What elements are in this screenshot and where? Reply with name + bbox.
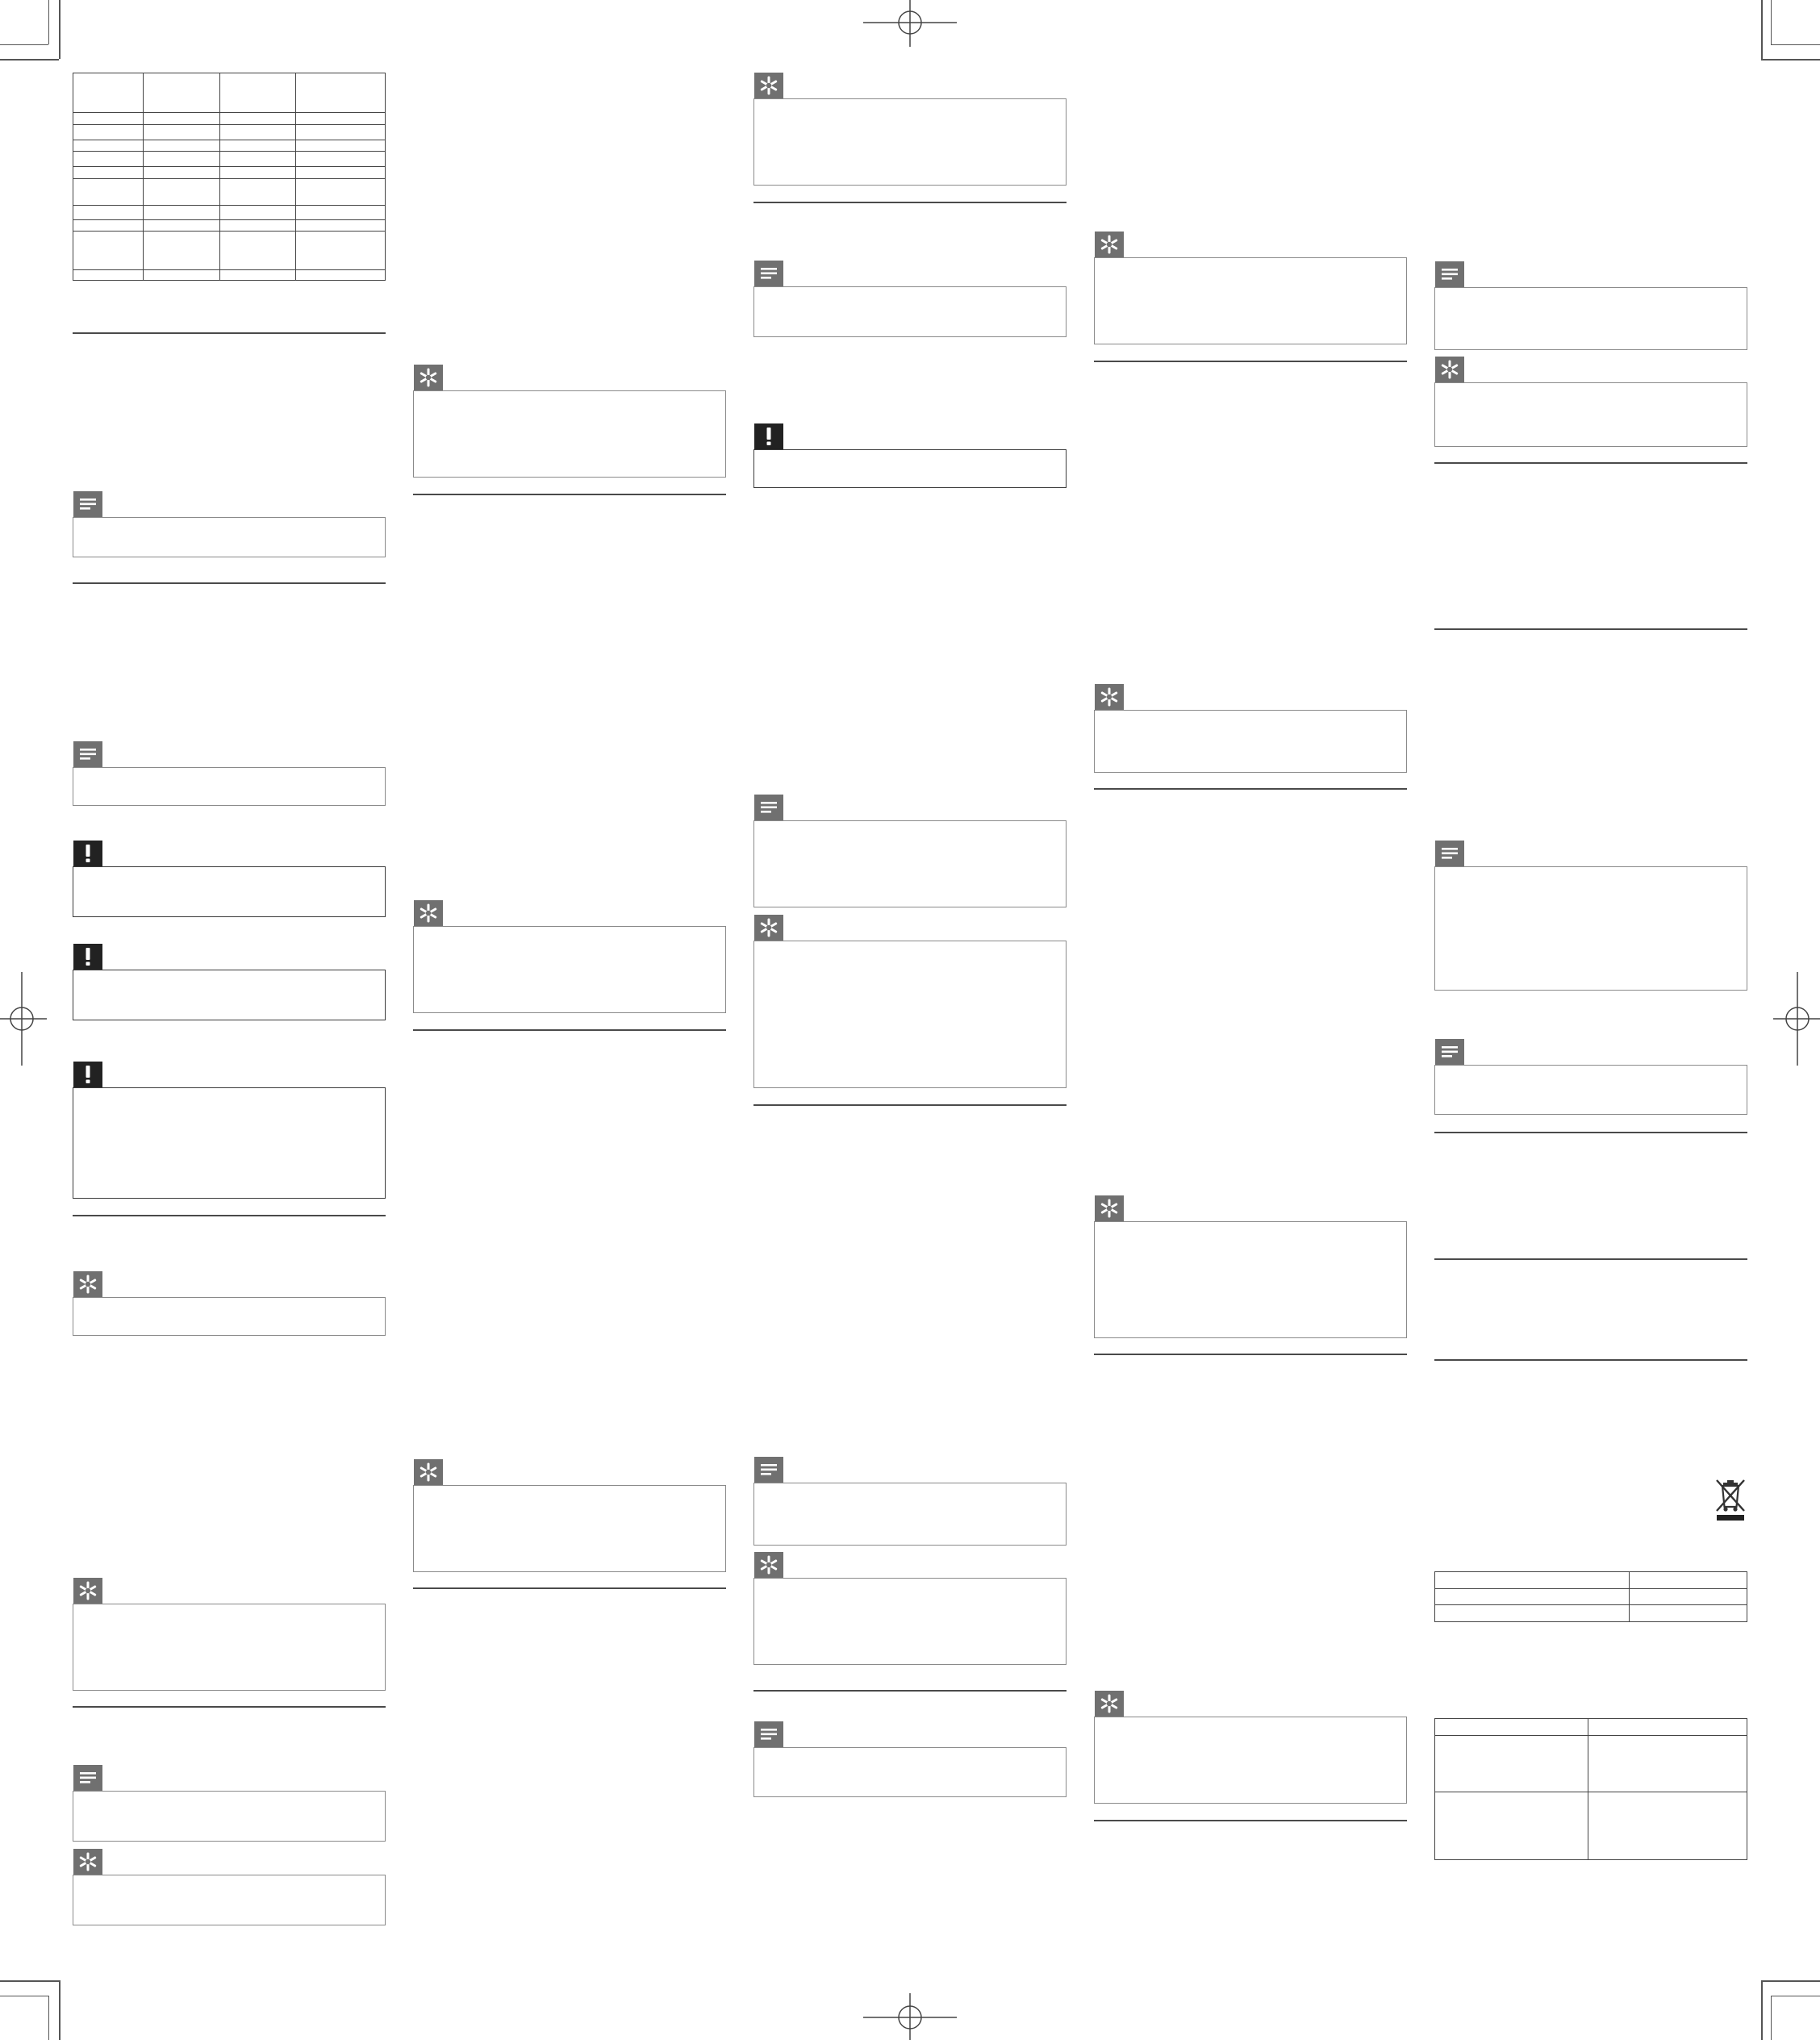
table-row: [73, 232, 386, 270]
tip-box: [73, 1297, 386, 1336]
tip-box: [413, 390, 726, 478]
note-icon: [73, 491, 102, 517]
asterisk-tip-icon: [1095, 1691, 1124, 1717]
tip-box: [753, 98, 1067, 186]
registration-mark-right-icon: [1773, 972, 1820, 1066]
note-icon: [73, 1765, 102, 1791]
note-box: [753, 1483, 1067, 1546]
exclamation-caution-icon: [754, 423, 783, 449]
table-row: [1435, 1589, 1747, 1605]
caution-box: [73, 970, 386, 1020]
section-divider: [1094, 1820, 1407, 1821]
registration-mark-bottom-icon: [863, 1993, 957, 2040]
asterisk-tip-icon: [1095, 1195, 1124, 1221]
note-icon: [754, 261, 783, 286]
note-box: [753, 286, 1067, 337]
tip-box: [413, 1485, 726, 1572]
table-row: [73, 178, 386, 205]
section-divider: [73, 1215, 386, 1216]
tip-box: [753, 1578, 1067, 1665]
asterisk-tip-icon: [1435, 357, 1464, 382]
asterisk-tip-icon: [73, 1849, 102, 1875]
note-box: [753, 1747, 1067, 1797]
caution-box: [73, 1087, 386, 1199]
note-icon: [1435, 841, 1464, 866]
tip-box: [73, 1604, 386, 1691]
asterisk-tip-icon: [414, 900, 443, 926]
note-box: [1434, 1065, 1747, 1115]
note-icon: [754, 1457, 783, 1483]
exclamation-caution-icon: [73, 841, 102, 866]
registration-mark-top-icon: [863, 0, 957, 47]
asterisk-tip-icon: [754, 73, 783, 98]
note-icon: [754, 795, 783, 820]
section-divider: [73, 332, 386, 334]
tip-box: [73, 1875, 386, 1925]
table-row: [73, 166, 386, 178]
crossed-out-wheeled-bin-icon: [1714, 1478, 1747, 1521]
exclamation-caution-icon: [73, 1062, 102, 1087]
tip-box: [1094, 257, 1407, 344]
section-divider: [1434, 1258, 1747, 1260]
section-divider: [1434, 1132, 1747, 1133]
note-icon: [754, 1721, 783, 1747]
section-divider: [753, 1690, 1067, 1692]
table-row: [73, 152, 386, 167]
section-divider: [753, 202, 1067, 203]
section-divider: [1094, 788, 1407, 790]
asterisk-tip-icon: [414, 365, 443, 390]
section-divider: [73, 1706, 386, 1708]
tip-box: [1434, 382, 1747, 447]
section-divider: [1094, 1354, 1407, 1355]
registration-mark-left-icon: [0, 972, 47, 1066]
spec-table: [73, 73, 386, 281]
table-row: [73, 270, 386, 281]
table-row: [1435, 1736, 1747, 1792]
asterisk-tip-icon: [1095, 232, 1124, 257]
section-divider: [1434, 628, 1747, 630]
table-row: [73, 73, 386, 113]
note-icon: [1435, 1039, 1464, 1065]
note-icon: [1435, 261, 1464, 287]
note-icon: [73, 741, 102, 767]
asterisk-tip-icon: [73, 1578, 102, 1604]
table-row: [73, 124, 386, 140]
asterisk-tip-icon: [1095, 684, 1124, 710]
table-row: [73, 219, 386, 232]
section-divider: [413, 1587, 726, 1589]
section-divider: [413, 494, 726, 495]
table-row: [1435, 1605, 1747, 1622]
table-row: [1435, 1792, 1747, 1860]
tip-box: [1094, 1717, 1407, 1804]
note-box: [1434, 866, 1747, 991]
table-row: [73, 205, 386, 219]
tip-box: [1094, 1221, 1407, 1338]
tip-box: [753, 941, 1067, 1088]
asterisk-tip-icon: [754, 915, 783, 941]
tip-box: [1094, 710, 1407, 773]
exclamation-caution-icon: [73, 944, 102, 970]
table-row: [1435, 1572, 1747, 1589]
note-box: [753, 820, 1067, 907]
table-row: [73, 113, 386, 125]
table-row: [1435, 1719, 1747, 1736]
section-divider: [1434, 462, 1747, 464]
caution-box: [753, 449, 1067, 488]
section-divider: [73, 582, 386, 584]
caution-box: [73, 866, 386, 917]
compliance-table-2: [1434, 1718, 1747, 1860]
section-divider: [1094, 361, 1407, 362]
section-divider: [413, 1029, 726, 1031]
section-divider: [1434, 1359, 1747, 1361]
table-row: [73, 140, 386, 152]
asterisk-tip-icon: [414, 1459, 443, 1485]
note-box: [1434, 287, 1747, 350]
asterisk-tip-icon: [73, 1271, 102, 1297]
note-box: [73, 1791, 386, 1842]
asterisk-tip-icon: [754, 1552, 783, 1578]
note-box: [73, 767, 386, 806]
section-divider: [753, 1104, 1067, 1106]
compliance-table-1: [1434, 1571, 1747, 1622]
note-box: [73, 517, 386, 557]
tip-box: [413, 926, 726, 1013]
